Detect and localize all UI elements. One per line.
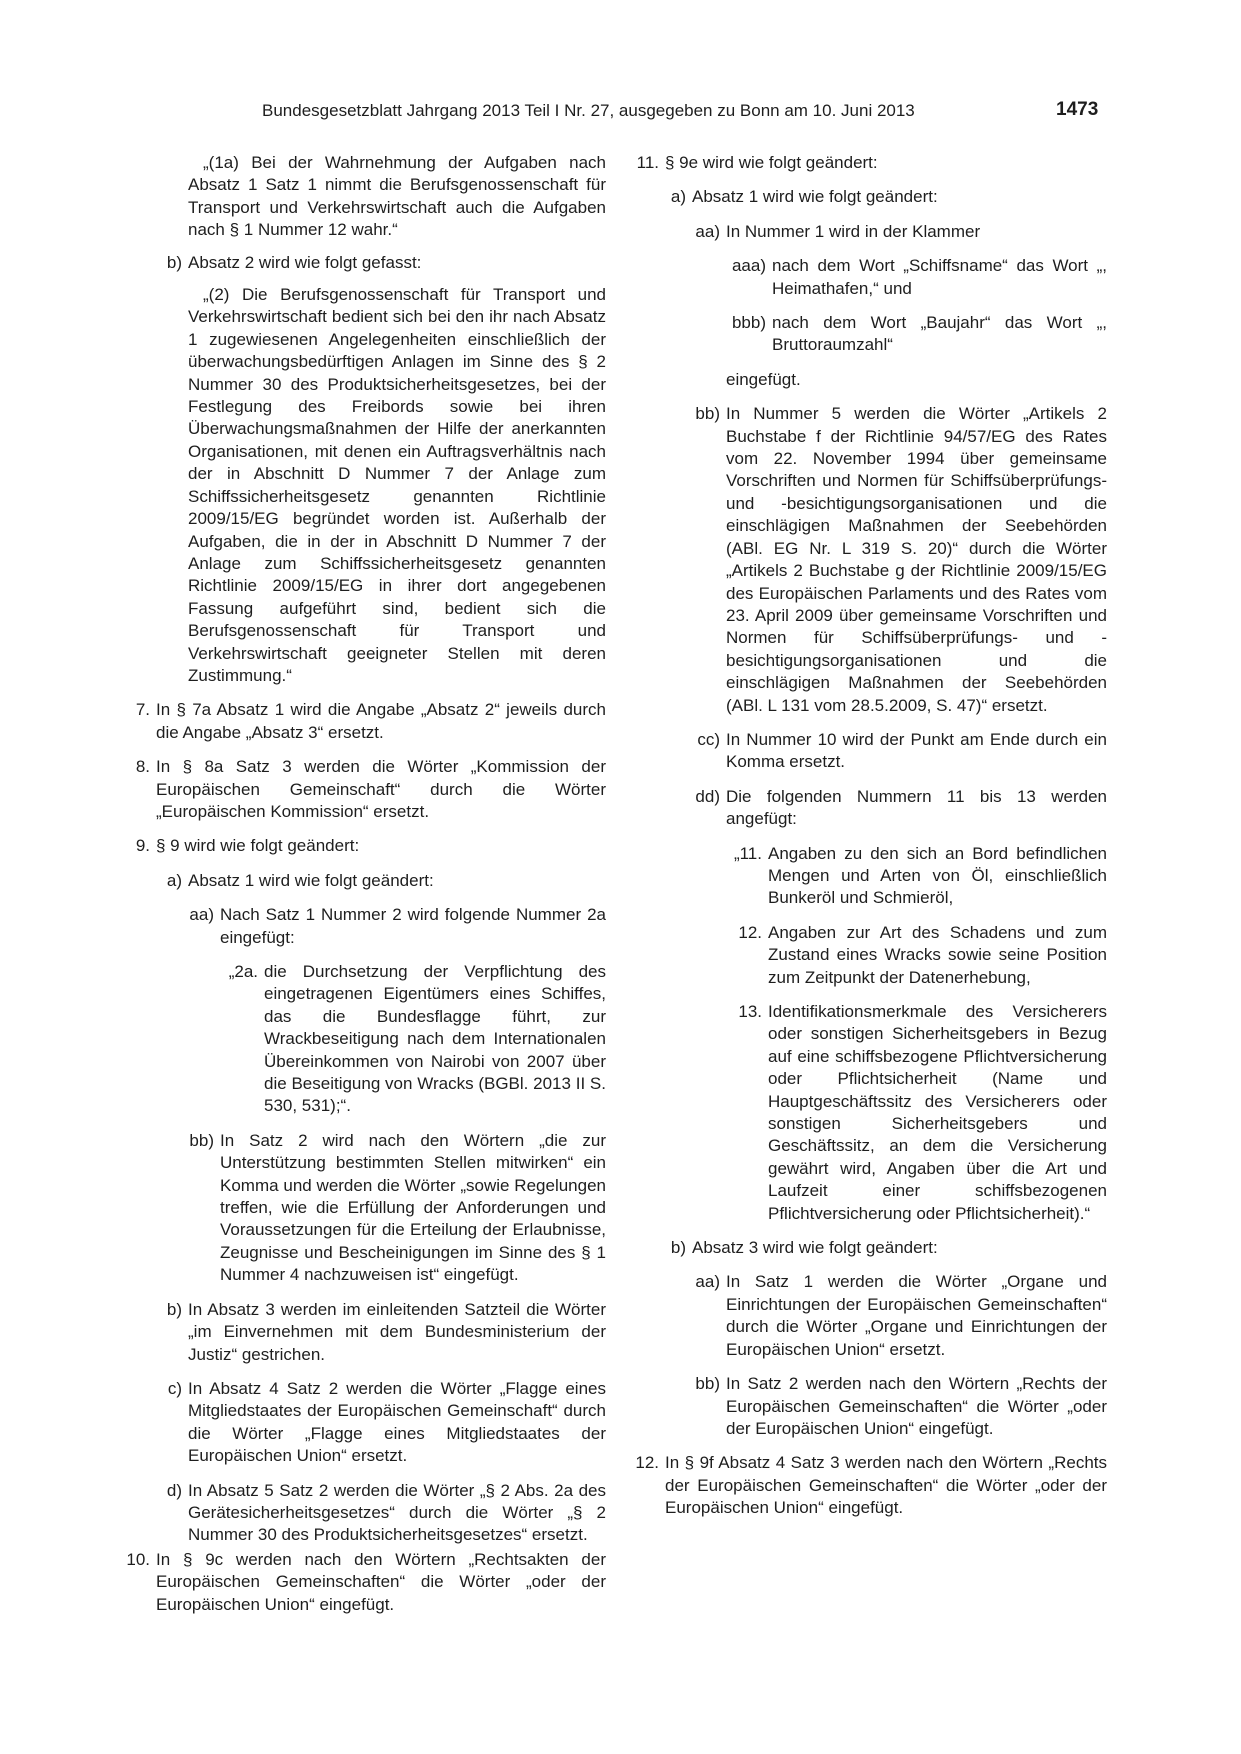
item-nummer-2a: „2a. die Durchsetzung der Verpflichtung des eingetragenen Eigentümers eines Schiffes, das die Bundesflagge führt, zur Wrackbeseitigung nach dem Internationalen Übereinkommen von Nairobi von 2007 über die Beseitigung von Wracks (BGBl. 2013 II S. 530, 531);“. [228,962,606,1116]
item-11-b-bb: bb) In Satz 2 werden nach den Wörtern „Rechts der Europäischen Gemeinschaften“ die Wörter „oder der Europäischen Union“ eingefügt. [695,1374,1107,1438]
item-nummer-11: „11. Angaben zu den sich an Bord befindlichen Mengen und Arten von Öl, einschließlich Bunkeröl und Schmieröl, [733,843,1107,908]
running-head: Bundesgesetzblatt Jahrgang 2013 Teil I Nr. 27, ausgegeben zu Bonn am 10. Juni 2013 [262,101,915,120]
item-10: 10. In § 9c werden nach den Wörtern „Rechtsakten der Europäischen Gemeinschaften“ die Wörter „oder der Europäischen Union“ eingefügt. [126,1549,606,1614]
left-column [128,152,606,1628]
item-11-a-dd: dd) Die folgenden Nummern 11 bis 13 werden angefügt: [695,786,1107,829]
page-number: 1473 [1056,99,1099,120]
item-12: 12. In § 9f Absatz 4 Satz 3 werden nach den Wörtern „Rechts der Europäischen Gemeinschaften“ die Wörter „oder der Europäischen Union“ eingefügt. [635,1453,1107,1518]
item-9-a-aa: aa) Nach Satz 1 Nummer 2 wird folgende Nummer 2a eingefügt: [189,905,606,947]
item-11-a-aa: aa) In Nummer 1 wird in der Klammer [695,221,981,241]
item-11: 11. § 9e wird wie folgt geändert: [636,153,878,172]
item-9-a: a) Absatz 1 wird wie folgt geändert: [166,870,434,890]
item-nummer-13: 13. Identifikationsmerkmale des Versicherers oder sonstigen Sicherheitsgebers in Bezug auf eine schiffsbezogene Pflichtversicherung oder Pflichtsicherheit (Name und Hauptgeschäftssitz des Versicherers oder sonstigen Sicherheitsgebers und Geschäftssitz, an dem die Versicherung gewährt wird, Angaben über die Art und Laufzeit einer schiffsbezogenen Pflichtversicherung oder Pflichtsicherheit).“ [738,1002,1107,1223]
item-11-a-cc: cc) In Nummer 10 wird der Punkt am Ende durch ein Komma ersetzt. [697,729,1107,772]
item-11-b-aa: aa) In Satz 1 werden die Wörter „Organe und Einrichtungen der Europäischen Gemeinschaften“ durch die Wörter „Organe und Einrichtungen der Europäischen Union“ ersetzt. [695,1272,1107,1359]
item-9-d: d) In Absatz 5 Satz 2 werden die Wörter „§ 2 Abs. 2a des Gerätesicherheitsgesetzes“ durch die Wörter „§ 2 Nummer 30 des Produktsicherheitsgesetzes“ ersetzt. [166,1480,606,1545]
item-9-c: c) In Absatz 4 Satz 2 werden die Wörter „Flagge eines Mitgliedstaates der Europäischen Gemeinschaft“ durch die Wörter „Flagge eines Mitgliedstaates der Europäischen Union“ ersetzt. [167,1378,606,1466]
paragraph-2-quote: „(2) Die Berufsgenossenschaft für Transport und Verkehrswirtschaft bedient sich bei den ihr nach Absatz 1 zugewiesenen Angelegenheiten einschließlich der überwachungsbedürftigen Anlagen im Sinne des § 2 Nummer 30 des Produktsicherheitsgesetzes, bei der Festlegung des Freibords sowie bei ihren Überwachungsmaßnahmen der Hilfe der anerkannten Organisationen, mit denen ein Auftragsverhältnis nach der in Abschnitt D Nummer 7 der Anlage zum Schiffssicherheitsgesetz genannten Richtlinie 2009/15/EG begründet worden ist. Außerhalb der Aufgaben, die in der in Abschnitt D Nummer 7 der Anlage zum Schiffssicherheitsgesetz genannten Richtlinie 2009/15/EG in ihrer dort angegebenen Fassung aufgeführt sind, bedient sich die Berufsgenossenschaft für Transport und Verkehrswirtschaft geeigneter Stellen mit deren Zustimmung.“ [188,285,606,685]
item-11-a-bb: bb) In Nummer 5 werden die Wörter „Artikels 2 Buchstabe f der Richtlinie 94/57/EG des Rates vom 22. November 1994 über gemeinsame Vorschriften und Normen für Schiffsüberprüfungs- und -besichtigungsorganisationen und die einschlägigen Maßnahmen der Seebehörden (ABl. EG Nr. L 319 S. 20)“ durch die Wörter „Artikels 2 Buchstabe g der Richtlinie 2009/15/EG des Europäischen Parlaments und des Rates vom 23. April 2009 über gemeinsame Vorschriften und Normen für Schiffsüberprüfungs- und -besichtigungsorganisationen und die einschlägigen Maßnahmen der Seebehörden (ABl. L 131 vom 28.5.2009, S. 47)“ ersetzt. [695,404,1107,715]
item-11-a-aa-bbb: bbb) nach dem Wort „Baujahr“ das Wort „, Bruttoraumzahl“ [731,313,1107,355]
item-8: 8. In § 8a Satz 3 werden die Wörter „Kommission der Europäischen Gemeinschaft“ durch die Wörter „Europäischen Kommission“ ersetzt. [135,757,606,821]
item-nummer-12: 12. Angaben zur Art des Schadens und zum Zustand eines Wracks sowie seine Position zum Zeitpunkt der Datenerhebung, [738,922,1107,987]
item-11-a: a) Absatz 1 wird wie folgt geändert: [670,187,938,207]
right-column [632,152,1107,1532]
item-9: 9. § 9 wird wie folgt geändert: [135,836,360,856]
item-11-b: b) Absatz 3 wird wie folgt geändert: [670,1238,938,1258]
item-11-a-aa-aaa: aaa) nach dem Wort „Schiffsname“ das Wort „, Heimathafen,“ und [731,256,1107,298]
item-7: 7. In § 7a Absatz 1 wird die Angabe „Absatz 2“ jeweils durch die Angabe „Absatz 3“ ersetzt. [135,700,606,742]
paragraph-1a: „(1a) Bei der Wahrnehmung der Aufgaben nach Absatz 1 Satz 1 nimmt die Berufsgenossenschaft für Transport und Verkehrswirtschaft auch die Aufgaben nach § 1 Nummer 12 wahr.“ [188,153,606,240]
item-b-absatz-2: b) Absatz 2 wird wie folgt gefasst: [166,252,422,272]
item-9-b: b) In Absatz 3 werden im einleitenden Satzteil die Wörter „im Einvernehmen mit dem Bundesministerium der Justiz“ gestrichen. [166,1299,606,1364]
item-9-a-bb: bb) In Satz 2 wird nach den Wörtern „die zur Unterstützung bestimmten Stellen mitwirken“ ein Komma und werden die Wörter „sowie Regelungen treffen, wie die Erfüllung der Anforderungen und Voraussetzungen für die Erteilung der Erlaubnisse, Zeugnisse und Bescheinigungen im Sinne des § 1 Nummer 4 nachzuweisen ist“ eingefügt. [189,1130,606,1285]
eingefuegt-line: eingefügt. [726,369,801,389]
